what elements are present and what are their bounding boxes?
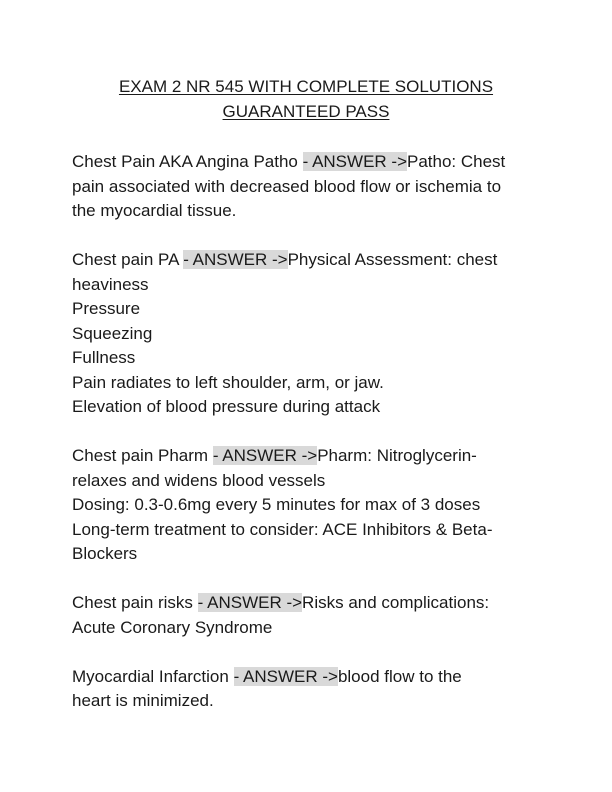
answer-line: Acute Coronary Syndrome [72,617,273,637]
qa-entry [72,444,542,567]
answer-marker: - ANSWER -> [183,250,288,269]
answer-line: Squeezing [72,323,153,343]
qa-first-line [72,150,542,175]
question-text: Chest pain PA [72,250,179,269]
answer-text: Pharm: Nitroglycerin- [317,446,477,465]
document-title [0,74,612,124]
answer-line: Fullness [72,348,136,367]
answer-line: pain associated with decreased blood flow or ischemia to [72,176,502,196]
answer-marker: - ANSWER -> [197,593,303,612]
answer-text: Patho: Chest [407,152,506,171]
answer-line: heart is minimized. [72,691,214,710]
question-text: Chest pain Pharm [72,446,209,465]
qa-first-line [72,665,542,690]
answer-line: Dosing: 0.3-0.6mg every 5 minutes for max of 3 doses [72,495,481,514]
title-line-2: GUARANTEED PASS [222,102,390,121]
answer-marker: - ANSWER -> [302,152,407,171]
answer-text: Physical Assessment: chest [287,250,498,269]
answer-line: relaxes and widens blood vessels [72,470,326,490]
qa-list [72,150,542,738]
answer-marker: - ANSWER -> [212,446,318,465]
answer-line: heaviness [72,274,149,294]
answer-text: Risks and complications: [302,593,490,612]
qa-first-line [72,591,542,616]
question-text: Chest Pain AKA Angina Patho [72,152,298,171]
answer-marker: - ANSWER -> [233,666,338,686]
qa-entry [72,665,542,714]
title-line-1: EXAM 2 NR 545 WITH COMPLETE SOLUTIONS [118,77,494,96]
qa-first-line [72,248,542,273]
question-text: Myocardial Infarction [72,666,229,686]
answer-line: Pain radiates to left shoulder, arm, or jaw. [72,372,384,392]
qa-entry [72,591,542,640]
answer-line: Pressure [72,299,141,318]
answer-line: Blockers [72,544,138,563]
answer-line: the myocardial tissue. [72,201,237,220]
answer-line: Elevation of blood pressure during attack [72,397,381,416]
answer-line: Long-term treatment to consider: ACE Inhibitors & Beta- [72,519,493,539]
qa-entry [72,248,542,420]
qa-first-line [72,444,542,469]
question-text: Chest pain risks [72,593,193,612]
qa-entry [72,150,542,224]
answer-text: blood flow to the [337,666,462,686]
